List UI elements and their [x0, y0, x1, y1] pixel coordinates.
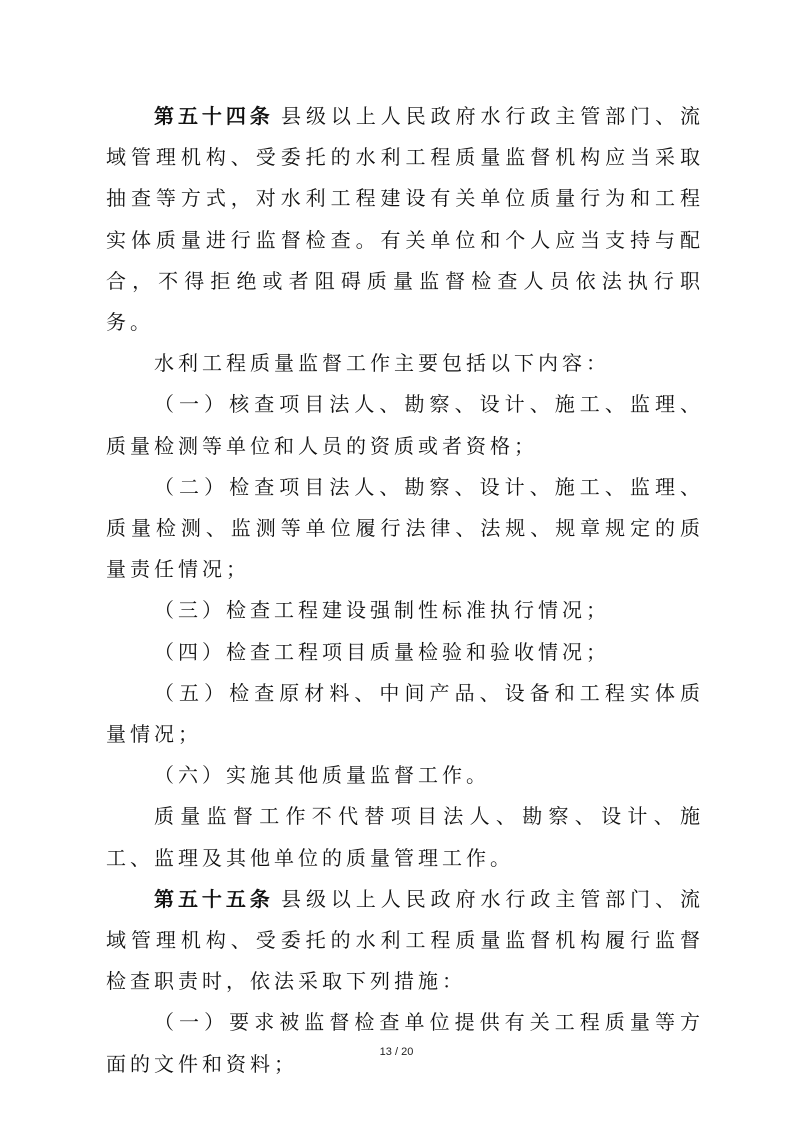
list-item [106, 632, 704, 673]
paragraph [106, 796, 704, 878]
article-number: 第五十四条 [154, 104, 274, 128]
list-item [106, 384, 704, 466]
page-number: 13 / 20 [379, 1046, 414, 1058]
paragraph-article-55 [106, 879, 704, 1003]
paragraph-text: （一）核查项目法人、勘察、设计、施工、监理、质量检测等单位和人员的资质或者资格； [106, 392, 704, 458]
paragraph-text: 县级以上人民政府水行政主管部门、流域管理机构、受委托的水利工程质量监督机构履行监督检查职责时，依法采取下列措施： [106, 886, 705, 994]
paragraph-text: 质量监督工作不代替项目法人、勘察、设计、施工、监理及其他单位的质量管理工作。 [106, 804, 704, 870]
paragraph-text: （六）实施其他质量监督工作。 [154, 763, 490, 788]
article-number: 第五十五条 [154, 886, 274, 911]
list-item [106, 1002, 704, 1084]
document-body [106, 96, 704, 1085]
list-item [106, 467, 704, 591]
paragraph-text: 水利工程质量监督工作主要包括以下内容： [154, 351, 610, 376]
paragraph-article-54 [106, 96, 704, 343]
paragraph-text: 县级以上人民政府水行政主管部门、流域管理机构、受委托的水利工程质量监督机构应当采取抽查等方式，对水利工程建设有关单位质量行为和工程实体质量进行监督检查。有关单位和个人应当支持与配合，不得拒绝或者阻碍质量监督检查人员依法执行职务。 [106, 104, 705, 335]
paragraph-text: （三）检查工程建设强制性标准执行情况； [154, 598, 610, 623]
paragraph-text: （一）要求被监督检查单位提供有关工程质量等方面的文件和资料； [106, 1010, 704, 1076]
list-item [106, 673, 704, 755]
paragraph-text: （二）检查项目法人、勘察、设计、施工、监理、质量检测、监测等单位履行法律、法规、规章规定的质量责任情况； [106, 474, 704, 582]
paragraph-text: （四）检查工程项目质量检验和验收情况； [154, 639, 610, 664]
paragraph [106, 343, 704, 384]
paragraph-text: （五）检查原材料、中间产品、设备和工程实体质量情况； [106, 680, 704, 747]
list-item [106, 755, 704, 796]
list-item [106, 590, 704, 631]
